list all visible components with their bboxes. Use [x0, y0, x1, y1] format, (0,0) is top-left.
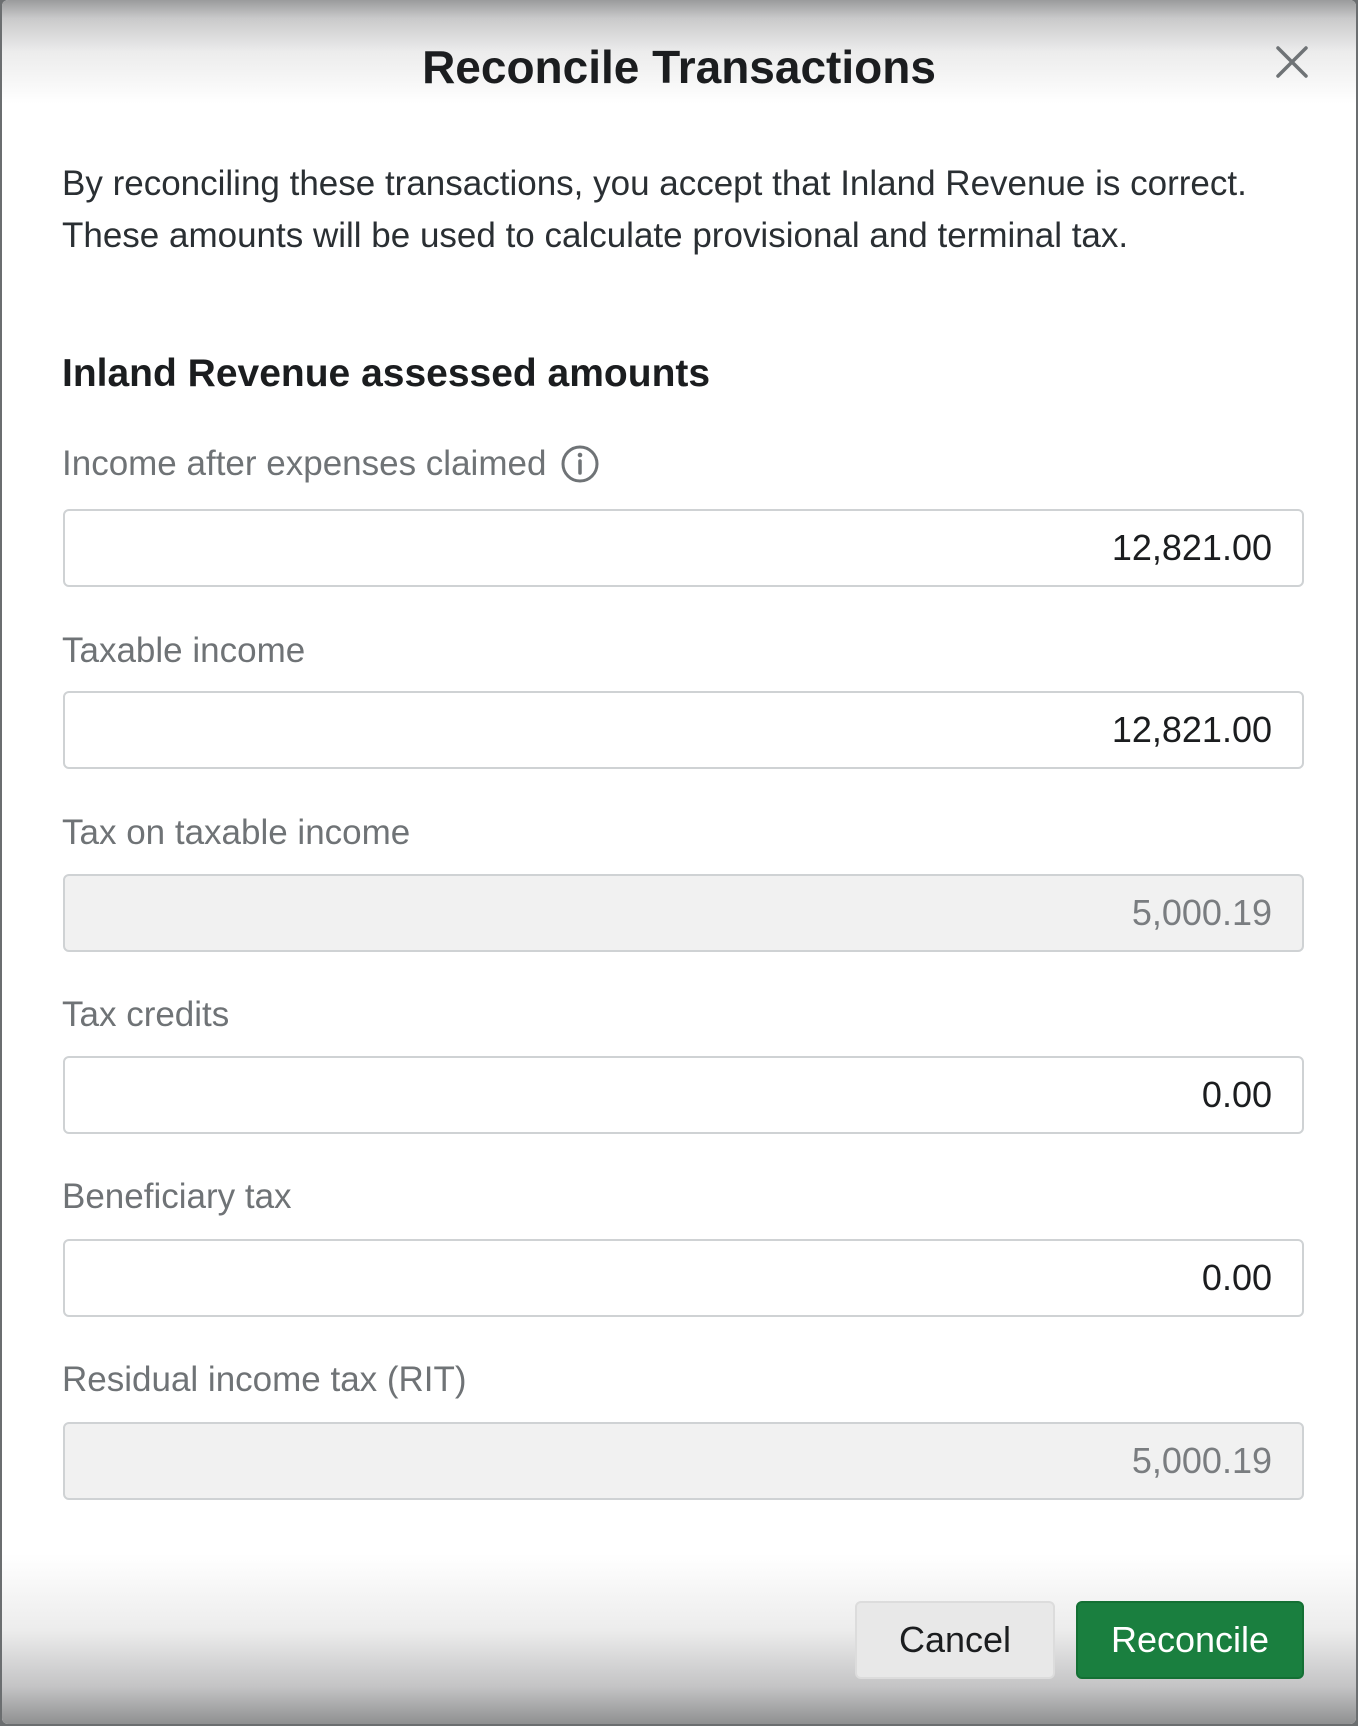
reconcile-button[interactable]: Reconcile	[1076, 1601, 1304, 1679]
income-after-expenses-label	[62, 444, 600, 484]
tax-on-taxable-income-input	[63, 874, 1304, 952]
residual-income-tax-input	[63, 1422, 1304, 1500]
dialog-title: Reconcile Transactions	[422, 41, 936, 93]
close-icon	[1270, 40, 1314, 84]
tax-credits-label	[62, 995, 229, 1035]
taxable-income-label-text: Taxable income	[62, 631, 306, 670]
taxable-income-label	[62, 631, 305, 671]
dialog-header	[2, 0, 1356, 130]
tax-credits-input[interactable]	[63, 1056, 1304, 1134]
residual-income-tax-label	[62, 1360, 467, 1400]
income-after-expenses-input[interactable]	[63, 509, 1304, 587]
tax-on-taxable-income-label-text: Tax on taxable income	[62, 813, 411, 852]
income-after-expenses-label-text: Income after expenses claimed	[62, 444, 547, 483]
beneficiary-tax-input[interactable]	[63, 1239, 1304, 1317]
tax-on-taxable-income-label	[62, 813, 410, 853]
beneficiary-tax-label-text: Beneficiary tax	[62, 1177, 292, 1216]
tax-credits-label-text: Tax credits	[62, 995, 230, 1034]
close-button[interactable]	[1270, 40, 1314, 84]
section-title: Inland Revenue assessed amounts	[62, 352, 711, 395]
beneficiary-tax-label	[62, 1177, 292, 1217]
cancel-button[interactable]: Cancel	[855, 1601, 1055, 1679]
info-icon[interactable]	[560, 444, 600, 484]
intro-text: By reconciling these transactions, you accept that Inland Revenue is correct. These amounts will be used to calculate provisional and terminal tax.	[62, 164, 1247, 255]
taxable-income-input[interactable]	[63, 691, 1304, 769]
reconcile-dialog	[2, 0, 1356, 1724]
residual-income-tax-label-text: Residual income tax (RIT)	[62, 1360, 467, 1399]
